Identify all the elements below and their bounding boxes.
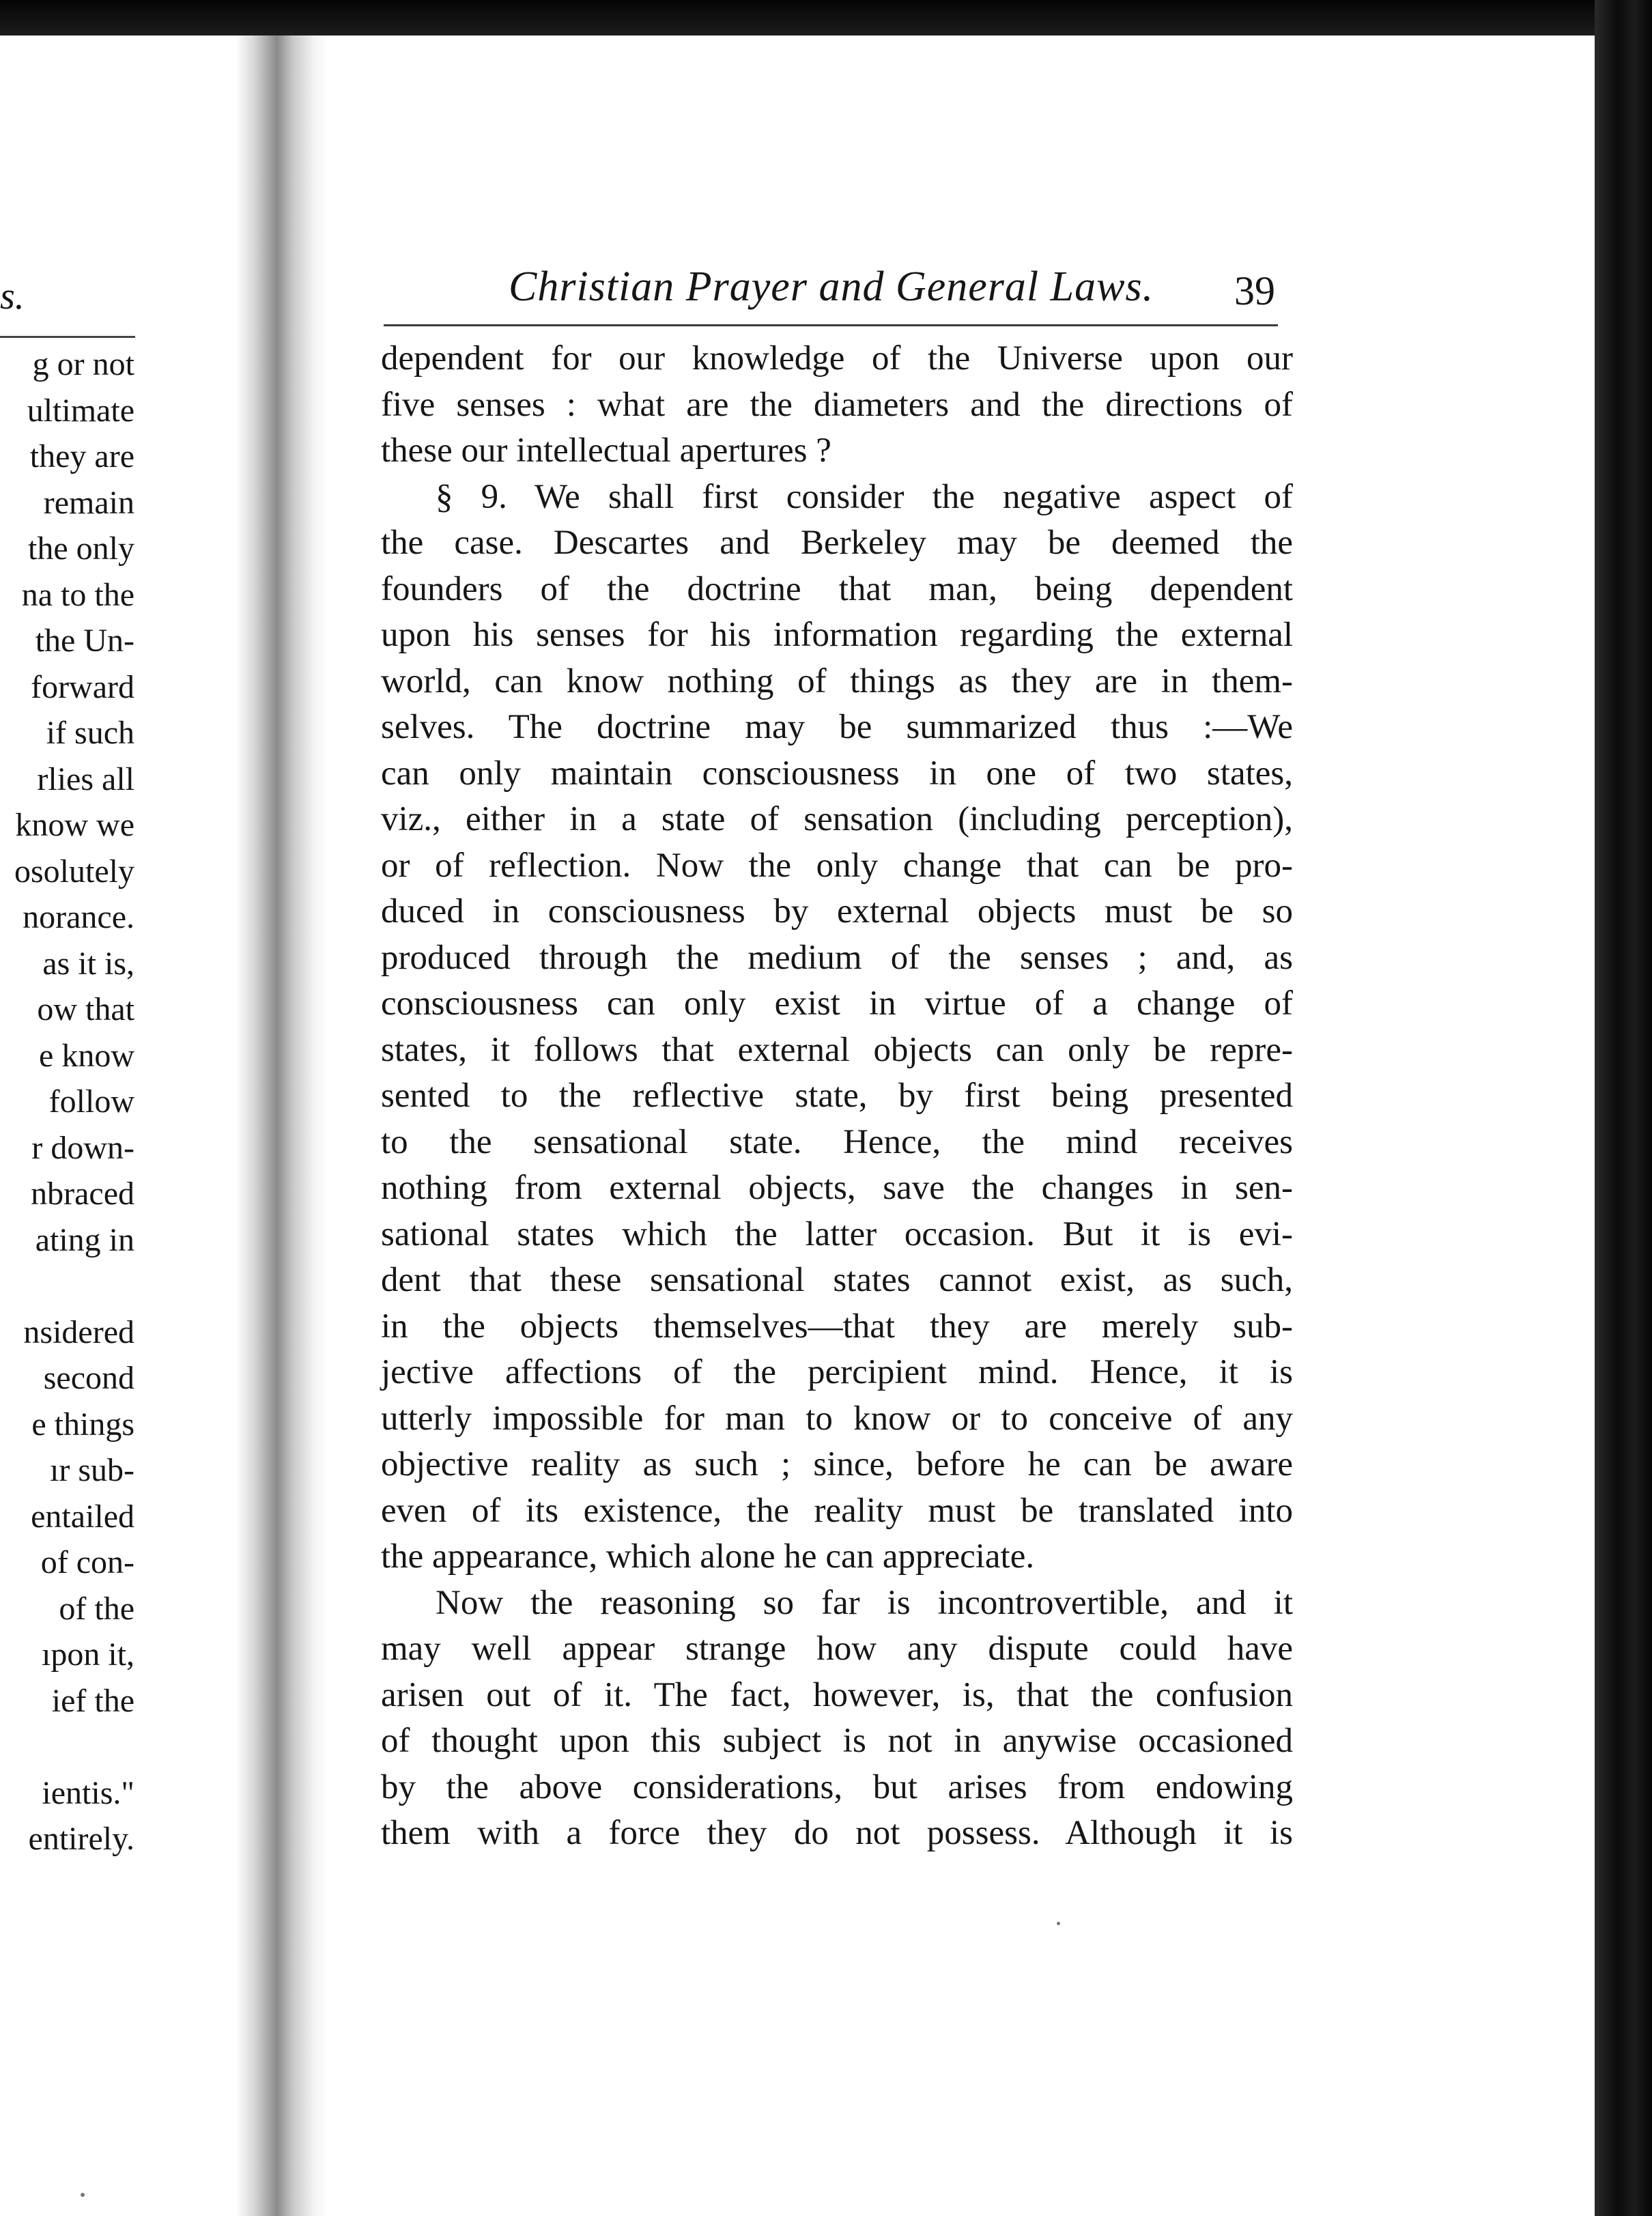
left-page bbox=[0, 35, 236, 2216]
left-text-fragment: of con- bbox=[40, 1544, 134, 1580]
book-right-edge bbox=[1595, 0, 1652, 2216]
text-line: viz., either in a state of sensation (including perception), bbox=[381, 800, 1293, 838]
text-line: the appearance, which alone he can appreciate. bbox=[381, 1537, 1035, 1576]
text-line: states, it follows that external objects can only be repre- bbox=[381, 1030, 1293, 1069]
left-text-fragment: ultimate bbox=[27, 392, 134, 429]
text-line: utterly impossible for man to know or to conceive of any bbox=[381, 1399, 1293, 1438]
left-text-fragment: e know bbox=[39, 1037, 134, 1074]
left-text-fragment: rlies all bbox=[37, 761, 134, 797]
text-line: produced through the medium of the senses ; and, as bbox=[381, 938, 1293, 977]
left-text-fragment: know we bbox=[15, 807, 134, 843]
text-line: dependent for our knowledge of the Universe upon our bbox=[381, 339, 1293, 378]
left-text-fragment: na to the bbox=[21, 576, 134, 613]
left-text-fragment: entailed bbox=[31, 1498, 134, 1535]
left-text-fragment: g or not bbox=[32, 346, 134, 382]
left-text-fragment: follow bbox=[48, 1083, 134, 1120]
left-text-fragment: ıpon it, bbox=[41, 1636, 134, 1673]
left-text-fragment: they are bbox=[29, 438, 134, 474]
left-text-fragment: remain bbox=[43, 484, 134, 521]
text-line: dent that these sensational states cannot exist, as such, bbox=[381, 1261, 1293, 1299]
left-text-fragment: osolutely bbox=[14, 853, 134, 890]
text-line: jective affections of the percipient mind. Hence, it is bbox=[381, 1353, 1293, 1391]
text-line: the case. Descartes and Berkeley may be deemed the bbox=[381, 524, 1293, 562]
paper-speck bbox=[1057, 1922, 1060, 1925]
text-line: five senses : what are the diameters and the directions of bbox=[381, 385, 1293, 424]
left-page-head-rule bbox=[0, 336, 135, 338]
text-line: may well appear strange how any dispute could have bbox=[381, 1630, 1293, 1668]
left-text-fragment: second bbox=[43, 1360, 134, 1396]
left-text-fragment: ientis." bbox=[42, 1774, 134, 1811]
text-line: duced in consciousness by external objects must be so bbox=[381, 892, 1293, 931]
left-text-fragment: ır sub- bbox=[50, 1452, 134, 1488]
text-line: Now the reasoning so far is incontrovertible, and it bbox=[436, 1583, 1293, 1622]
left-text-fragment: norance. bbox=[23, 899, 134, 935]
text-line: these our intellectual apertures ? bbox=[381, 431, 831, 470]
left-text-fragment: forward bbox=[31, 668, 134, 705]
left-page-running-head-fragment: s. bbox=[0, 275, 25, 317]
text-line: arisen out of it. The fact, however, is, that the confusion bbox=[381, 1675, 1293, 1714]
text-line: of thought upon this subject is not in anywise occasioned bbox=[381, 1722, 1293, 1760]
text-line: them with a force they do not possess. Although it is bbox=[381, 1814, 1293, 1852]
text-line: in the objects themselves—that they are merely sub- bbox=[381, 1307, 1293, 1346]
left-text-fragment: the Un- bbox=[35, 623, 134, 659]
text-line: to the sensational state. Hence, the mind receives bbox=[381, 1122, 1293, 1161]
left-text-fragment: nsidered bbox=[23, 1313, 134, 1350]
text-line: even of its existence, the reality must be translated into bbox=[381, 1491, 1293, 1530]
text-line: objective reality as such ; since, before he can be aware bbox=[381, 1445, 1293, 1483]
left-text-fragment: as it is, bbox=[42, 945, 134, 982]
text-line: or of reflection. Now the only change that can be pro- bbox=[381, 846, 1293, 885]
left-text-fragment: if such bbox=[46, 715, 134, 751]
text-line: selves. The doctrine may be summarized thus :—We bbox=[381, 708, 1293, 746]
head-rule bbox=[384, 324, 1278, 326]
text-line: upon his senses for his information regarding the external bbox=[381, 616, 1293, 654]
text-line: consciousness can only exist in virtue of a change of bbox=[381, 984, 1293, 1023]
page-number: 39 bbox=[1234, 268, 1275, 313]
left-text-fragment: entirely. bbox=[28, 1821, 134, 1857]
text-line: can only maintain consciousness in one of two states, bbox=[381, 754, 1293, 793]
text-line: founders of the doctrine that man, being dependent bbox=[381, 569, 1293, 608]
left-text-fragment: the only bbox=[28, 530, 134, 567]
left-text-fragment: of the bbox=[59, 1590, 134, 1627]
left-text-fragment: ow that bbox=[37, 991, 134, 1027]
body-text bbox=[381, 336, 1293, 1857]
left-text-fragment: ief the bbox=[51, 1682, 134, 1719]
left-text-fragment: e things bbox=[31, 1406, 134, 1443]
left-text-fragment: r down- bbox=[31, 1129, 134, 1166]
running-head: Christian Prayer and General Laws. bbox=[509, 264, 1154, 310]
book-top-edge bbox=[0, 0, 1652, 35]
left-text-fragment: nbraced bbox=[31, 1176, 134, 1212]
book-gutter-shadow bbox=[236, 35, 328, 2216]
text-line: sented to the reflective state, by first being presented bbox=[381, 1077, 1293, 1115]
text-line: by the above considerations, but arises from endowing bbox=[381, 1767, 1293, 1806]
text-line: world, can know nothing of things as they are in them- bbox=[381, 662, 1293, 700]
paper-speck bbox=[81, 2193, 85, 2197]
text-line: § 9. We shall first consider the negative aspect of bbox=[436, 477, 1293, 516]
text-line: sational states which the latter occasion. But it is evi- bbox=[381, 1214, 1293, 1253]
left-text-fragment: ating in bbox=[35, 1221, 134, 1258]
text-line: nothing from external objects, save the changes in sen- bbox=[381, 1169, 1293, 1207]
